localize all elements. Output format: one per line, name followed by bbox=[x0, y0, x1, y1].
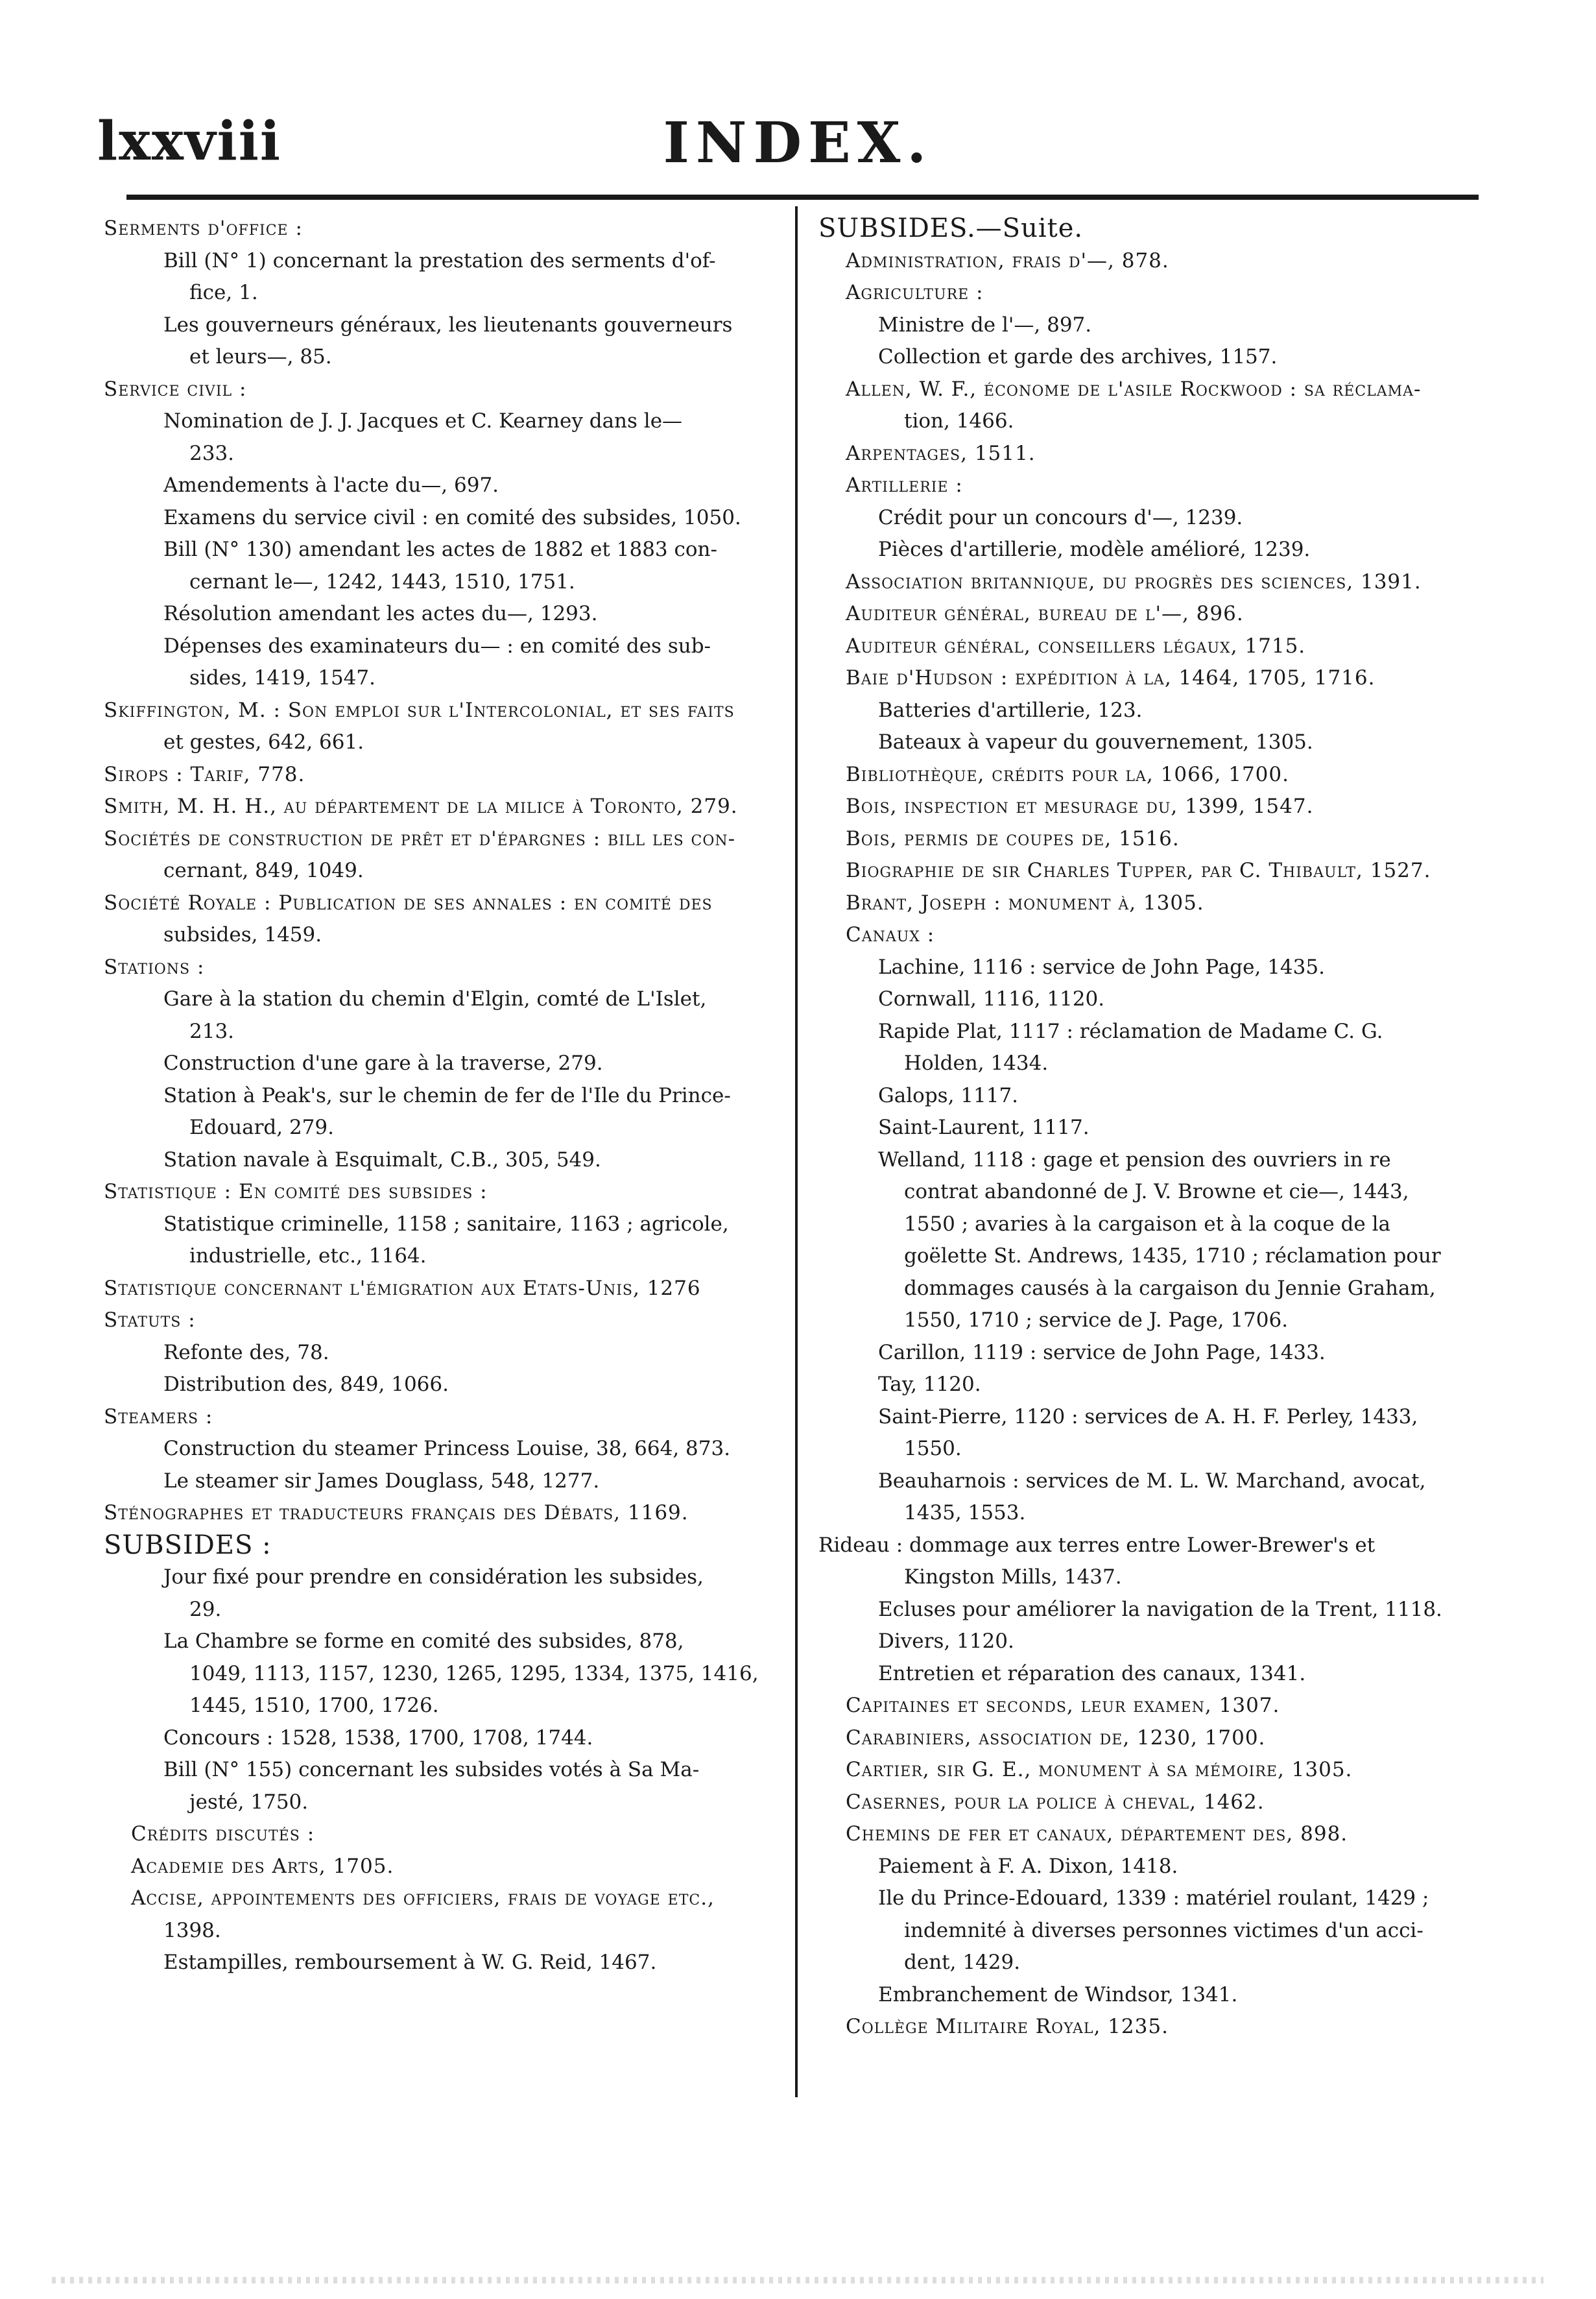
index-entry-line: industrielle, etc., 1164. bbox=[189, 1244, 427, 1268]
index-entry-line: cernant, 849, 1049. bbox=[163, 859, 364, 882]
index-entry-line: Sociétés de construction de prêt et d'épargnes : bill les con- bbox=[104, 826, 736, 850]
index-entry-line: Bill (N° 1) concernant la prestation des serments d'of- bbox=[163, 248, 716, 272]
index-entry-line: 1550 ; avaries à la cargaison et à la coque de la bbox=[904, 1212, 1390, 1236]
index-entry-line: Statuts : bbox=[104, 1308, 196, 1332]
index-entry-line: Le steamer sir James Douglass, 548, 1277. bbox=[163, 1469, 600, 1493]
index-entry-line: Saint-Laurent, 1117. bbox=[878, 1116, 1090, 1139]
index-entry-line: indemnité à diverses personnes victimes d'un acci- bbox=[904, 1918, 1423, 1942]
index-entry-line: Association britannique, du progrès des sciences, 1391. bbox=[846, 570, 1422, 594]
index-entry-line: Bibliothèque, crédits pour la, 1066, 1700. bbox=[846, 762, 1289, 786]
index-entry-line: Auditeur général, conseillers légaux, 1715. bbox=[846, 634, 1306, 658]
index-entry-line: Beauharnois : services de M. L. W. Marchand, avocat, bbox=[878, 1469, 1426, 1493]
index-entry-line: Sirops : Tarif, 778. bbox=[104, 762, 305, 786]
index-entry-line: Distribution des, 849, 1066. bbox=[163, 1373, 449, 1396]
index-entry-line: Paiement à F. A. Dixon, 1418. bbox=[878, 1854, 1178, 1878]
index-entry-line: Lachine, 1116 : service de John Page, 1435. bbox=[878, 955, 1325, 979]
index-entry-line: Administration, frais d'—, 878. bbox=[846, 248, 1169, 272]
index-entry-line: Agriculture : bbox=[846, 281, 984, 304]
index-entry-line: Bateaux à vapeur du gouvernement, 1305. bbox=[878, 730, 1313, 754]
index-entry-line: Carillon, 1119 : service de John Page, 1433. bbox=[878, 1340, 1326, 1364]
index-entry-line: SUBSIDES.—Suite. bbox=[818, 213, 1084, 243]
index-entry-line: Bill (N° 155) concernant les subsides votés à Sa Ma- bbox=[163, 1758, 700, 1781]
column-divider bbox=[795, 206, 798, 2097]
index-entry-line: Saint-Pierre, 1120 : services de A. H. F. Perley, 1433, bbox=[878, 1404, 1418, 1428]
index-entry-line: Ministre de l'—, 897. bbox=[878, 313, 1092, 337]
index-entry-line: Holden, 1434. bbox=[904, 1052, 1049, 1075]
index-entry-line: 233. bbox=[189, 441, 235, 465]
index-entry-line: dent, 1429. bbox=[904, 1951, 1021, 1974]
index-entry-line: Galops, 1117. bbox=[878, 1083, 1019, 1107]
index-entry-line: Embranchement de Windsor, 1341. bbox=[878, 1982, 1238, 2006]
index-entry-line: Service civil : bbox=[104, 377, 247, 401]
index-entry-line: Steamers : bbox=[104, 1404, 213, 1428]
index-entry-line: Construction d'une gare à la traverse, 279. bbox=[163, 1052, 603, 1075]
index-entry-line: cernant le—, 1242, 1443, 1510, 1751. bbox=[189, 570, 575, 594]
right-column bbox=[818, 213, 1509, 2043]
index-entry-line: Welland, 1118 : gage et pension des ouvriers in re bbox=[878, 1148, 1391, 1172]
index-entry-line: subsides, 1459. bbox=[163, 923, 322, 946]
index-entry-line: 1550. bbox=[904, 1437, 962, 1460]
index-entry-line: Kingston Mills, 1437. bbox=[904, 1565, 1122, 1589]
index-entry-line: Statistique : En comité des subsides : bbox=[104, 1180, 488, 1203]
index-entry-line: Gare à la station du chemin d'Elgin, comté de L'Islet, bbox=[163, 987, 707, 1011]
index-entry-line: Bill (N° 130) amendant les actes de 1882 et 1883 con- bbox=[163, 538, 717, 561]
index-entry-line: Tay, 1120. bbox=[878, 1373, 981, 1396]
index-entry-line: Chemins de fer et canaux, département des, 898. bbox=[846, 1822, 1348, 1846]
index-entry-line: Crédits discutés : bbox=[131, 1822, 315, 1846]
index-entry-line: et leurs—, 85. bbox=[189, 345, 332, 368]
index-entry-line: Batteries d'artillerie, 123. bbox=[878, 698, 1143, 722]
index-entry-line: Casernes, pour la police à cheval, 1462. bbox=[846, 1790, 1265, 1814]
index-entry-line: Concours : 1528, 1538, 1700, 1708, 1744. bbox=[163, 1726, 593, 1750]
index-entry-line: Amendements à l'acte du—, 697. bbox=[163, 474, 499, 497]
index-entry-line: Skiffington, M. : Son emploi sur l'Intercolonial, et ses faits bbox=[104, 698, 735, 722]
index-entry-line: Nomination de J. J. Jacques et C. Kearney dans le— bbox=[163, 409, 683, 433]
index-entry-line: goëlette St. Andrews, 1435, 1710 ; réclamation pour bbox=[904, 1244, 1441, 1268]
header-rule bbox=[126, 195, 1479, 200]
index-entry-line: Allen, W. F., économe de l'asile Rockwood : sa réclama- bbox=[846, 377, 1422, 401]
index-entry-line: Collège Militaire Royal, 1235. bbox=[846, 2015, 1169, 2038]
index-entry-line: Station à Peak's, sur le chemin de fer de l'Ile du Prince- bbox=[163, 1083, 731, 1107]
scan-edge-noise bbox=[52, 2277, 1543, 2283]
index-entry-line: Estampilles, remboursement à W. G. Reid, 1467. bbox=[163, 1951, 657, 1974]
index-entry-line: Les gouverneurs généraux, les lieutenants gouverneurs bbox=[163, 313, 733, 337]
index-entry-line: Bois, permis de coupes de, 1516. bbox=[846, 826, 1180, 850]
index-entry-line: La Chambre se forme en comité des subsides, 878, bbox=[163, 1630, 684, 1653]
index-entry-line: Stations : bbox=[104, 955, 205, 979]
index-entry-line: 1435, 1553. bbox=[904, 1501, 1026, 1524]
page-title: INDEX. bbox=[663, 110, 933, 176]
index-entry-line: Jour fixé pour prendre en considération les subsides, bbox=[163, 1565, 704, 1589]
index-entry-line: Statistique criminelle, 1158 ; sanitaire, 1163 ; agricole, bbox=[163, 1212, 729, 1236]
index-entry-line: Société Royale : Publication de ses annales : en comité des bbox=[104, 891, 713, 915]
index-entry-line: 213. bbox=[189, 1019, 235, 1043]
index-entry-line: et gestes, 642, 661. bbox=[163, 730, 364, 754]
index-entry-line: fice, 1. bbox=[189, 281, 258, 304]
index-entry-line: Canaux : bbox=[846, 923, 935, 946]
index-entry-line: 1550, 1710 ; service de J. Page, 1706. bbox=[904, 1308, 1289, 1332]
index-entry-line: Ecluses pour améliorer la navigation de la Trent, 1118. bbox=[878, 1597, 1442, 1621]
index-entry-line: SUBSIDES : bbox=[104, 1530, 272, 1560]
index-entry-line: Construction du steamer Princess Louise, 38, 664, 873. bbox=[163, 1437, 731, 1460]
index-entry-line: Academie des Arts, 1705. bbox=[131, 1854, 394, 1878]
index-entry-line: contrat abandonné de J. V. Browne et cie—, 1443, bbox=[904, 1180, 1409, 1203]
index-entry-line: Crédit pour un concours d'—, 1239. bbox=[878, 505, 1243, 529]
index-entry-line: 1049, 1113, 1157, 1230, 1265, 1295, 1334, 1375, 1416, bbox=[189, 1661, 759, 1685]
index-entry-line: Cartier, sir G. E., monument à sa mémoire, 1305. bbox=[846, 1758, 1353, 1781]
index-entry-line: Capitaines et seconds, leur examen, 1307. bbox=[846, 1694, 1280, 1717]
index-entry-line: Ile du Prince-Edouard, 1339 : matériel roulant, 1429 ; bbox=[878, 1886, 1429, 1910]
index-entry-line: Smith, M. H. H., au département de la milice à Toronto, 279. bbox=[104, 795, 738, 818]
index-entry-line: Station navale à Esquimalt, C.B., 305, 549. bbox=[163, 1148, 601, 1172]
page-number: lxxviii bbox=[97, 110, 282, 173]
index-entry-line: Entretien et réparation des canaux, 1341. bbox=[878, 1661, 1306, 1685]
index-entry-line: Biographie de sir Charles Tupper, par C. Thibault, 1527. bbox=[846, 859, 1431, 882]
index-entry-line: 1445, 1510, 1700, 1726. bbox=[189, 1694, 439, 1717]
index-entry-line: Bois, inspection et mesurage du, 1399, 1547. bbox=[846, 795, 1314, 818]
index-entry-line: Résolution amendant les actes du—, 1293. bbox=[163, 602, 598, 625]
index-entry-line: Artillerie : bbox=[846, 474, 963, 497]
index-entry-line: Examens du service civil : en comité des subsides, 1050. bbox=[163, 505, 741, 529]
index-entry-line: sides, 1419, 1547. bbox=[189, 666, 375, 690]
index-entry-line: Accise, appointements des officiers, frais de voyage etc., bbox=[131, 1886, 715, 1910]
index-entry-line: Rideau : dommage aux terres entre Lower-Brewer's et bbox=[818, 1533, 1376, 1557]
index-entry-line: Carabiniers, association de, 1230, 1700. bbox=[846, 1726, 1266, 1750]
index-entry-line: Auditeur général, bureau de l'—, 896. bbox=[846, 602, 1244, 625]
index-entry-line: Refonte des, 78. bbox=[163, 1340, 329, 1364]
index-entry-line: Serments d'office : bbox=[104, 217, 303, 240]
left-column bbox=[104, 213, 794, 1979]
index-entry-line: Baie d'Hudson : expédition à la, 1464, 1705, 1716. bbox=[846, 666, 1376, 690]
index-entry-line: Pièces d'artillerie, modèle amélioré, 1239. bbox=[878, 538, 1311, 561]
index-entry-line: tion, 1466. bbox=[904, 409, 1014, 433]
index-entry-line: Statistique concernant l'émigration aux Etats-Unis, 1276 bbox=[104, 1276, 701, 1300]
index-entry-line: Dépenses des examinateurs du— : en comité des sub- bbox=[163, 634, 711, 658]
index-entry-line: 29. bbox=[189, 1597, 222, 1621]
index-entry-line: Rapide Plat, 1117 : réclamation de Madame C. G. bbox=[878, 1019, 1383, 1043]
index-entry-line: Arpentages, 1511. bbox=[846, 441, 1036, 465]
index-entry-line: Cornwall, 1116, 1120. bbox=[878, 987, 1105, 1011]
index-entry-line: dommages causés à la cargaison du Jennie Graham, bbox=[904, 1276, 1436, 1300]
index-entry-line: Brant, Joseph : monument à, 1305. bbox=[846, 891, 1204, 915]
index-entry-line: Divers, 1120. bbox=[878, 1630, 1014, 1653]
index-entry-line: 1398. bbox=[163, 1918, 221, 1942]
index-entry-line: Collection et garde des archives, 1157. bbox=[878, 345, 1278, 368]
index-entry-line: jesté, 1750. bbox=[189, 1790, 309, 1814]
index-entry-line: Sténographes et traducteurs français des Débats, 1169. bbox=[104, 1501, 689, 1524]
index-entry-line: Edouard, 279. bbox=[189, 1116, 334, 1139]
